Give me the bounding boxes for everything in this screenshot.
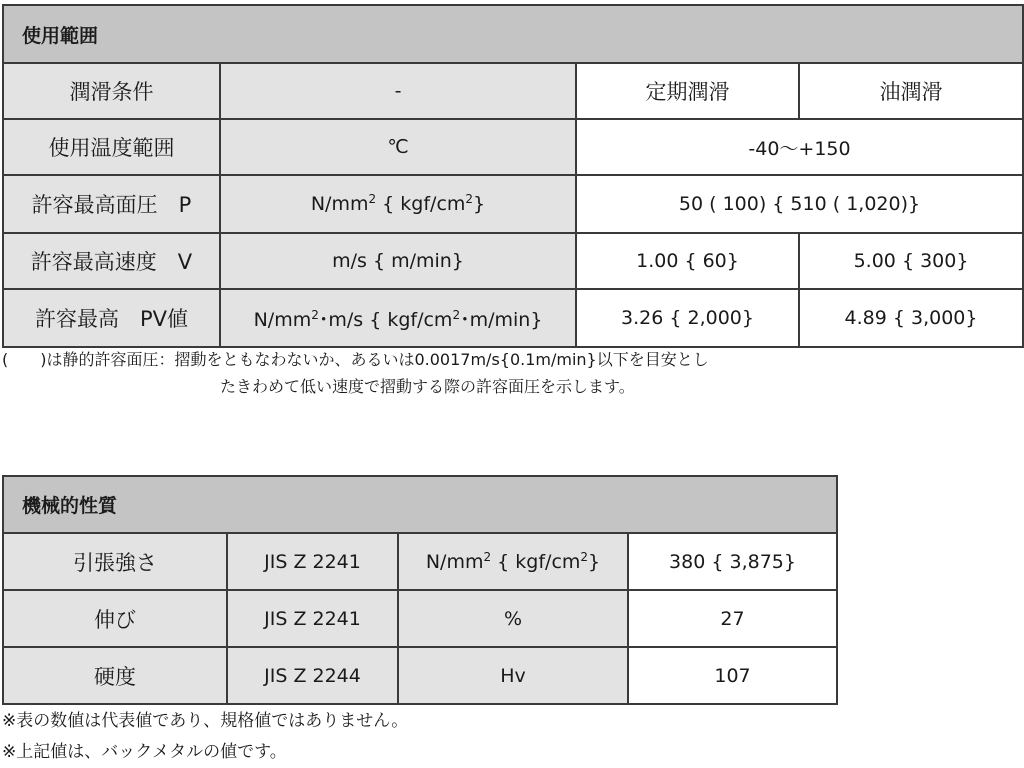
pressure-unit: $N/mm^2$ { kgf/$cm^2$} <box>220 175 576 233</box>
tensile-standard: JIS Z 2241 <box>227 533 398 590</box>
footnote-back-metal: ※上記値は、バックメタルの値です。 <box>2 742 287 762</box>
hardness-label: 硬度 <box>3 647 227 704</box>
pv-unit: $N/mm^2$･m/s { kgf/$cm^2$･m/min} <box>220 289 576 347</box>
elongation-label: 伸び <box>3 590 227 647</box>
lubrication-oil: 油潤滑 <box>799 63 1023 119</box>
mechanical-properties-table <box>2 475 838 705</box>
pv-value-periodic: 3.26 { 2,000} <box>576 289 799 347</box>
lubrication-label: 潤滑条件 <box>3 63 220 119</box>
pv-value-oil: 4.89 { 3,000} <box>799 289 1023 347</box>
lubrication-periodic: 定期潤滑 <box>576 63 799 119</box>
static-pressure-note-line1: ( )は静的許容面圧：摺動をともなわないか、あるいは0.0017m/s{0.1m/min}以下を目安とし <box>2 350 709 369</box>
pv-label: 許容最高 PV値 <box>3 289 220 347</box>
tensile-value: 380 { 3,875} <box>628 533 837 590</box>
pressure-label: 許容最高面圧 P <box>3 175 220 233</box>
elongation-standard: JIS Z 2241 <box>227 590 398 647</box>
hardness-unit: Hv <box>398 647 628 704</box>
temperature-value: -40～+150 <box>576 119 1023 175</box>
usage-range-table <box>2 4 1024 348</box>
speed-unit: m/s { m/min} <box>220 233 576 289</box>
mechanical-title: 機械的性質 <box>3 476 837 533</box>
temperature-label: 使用温度範囲 <box>3 119 220 175</box>
speed-label: 許容最高速度 V <box>3 233 220 289</box>
elongation-value: 27 <box>628 590 837 647</box>
static-pressure-note-line2: たきわめて低い速度で摺動する際の許容面圧を示します。 <box>220 377 635 396</box>
speed-value-oil: 5.00 { 300} <box>799 233 1023 289</box>
tensile-label: 引張強さ <box>3 533 227 590</box>
elongation-unit: % <box>398 590 628 647</box>
hardness-standard: JIS Z 2244 <box>227 647 398 704</box>
pressure-value: 50 ( 100) { 510 ( 1,020)} <box>576 175 1023 233</box>
hardness-value: 107 <box>628 647 837 704</box>
temperature-unit: ℃ <box>220 119 576 175</box>
footnote-representative: ※表の数値は代表値であり、規格値ではありません。 <box>2 711 409 731</box>
speed-value-periodic: 1.00 { 60} <box>576 233 799 289</box>
usage-range-title: 使用範囲 <box>3 5 1023 63</box>
lubrication-unit: - <box>220 63 576 119</box>
tensile-unit: $N/mm^2$ { kgf/$cm^2$} <box>398 533 628 590</box>
